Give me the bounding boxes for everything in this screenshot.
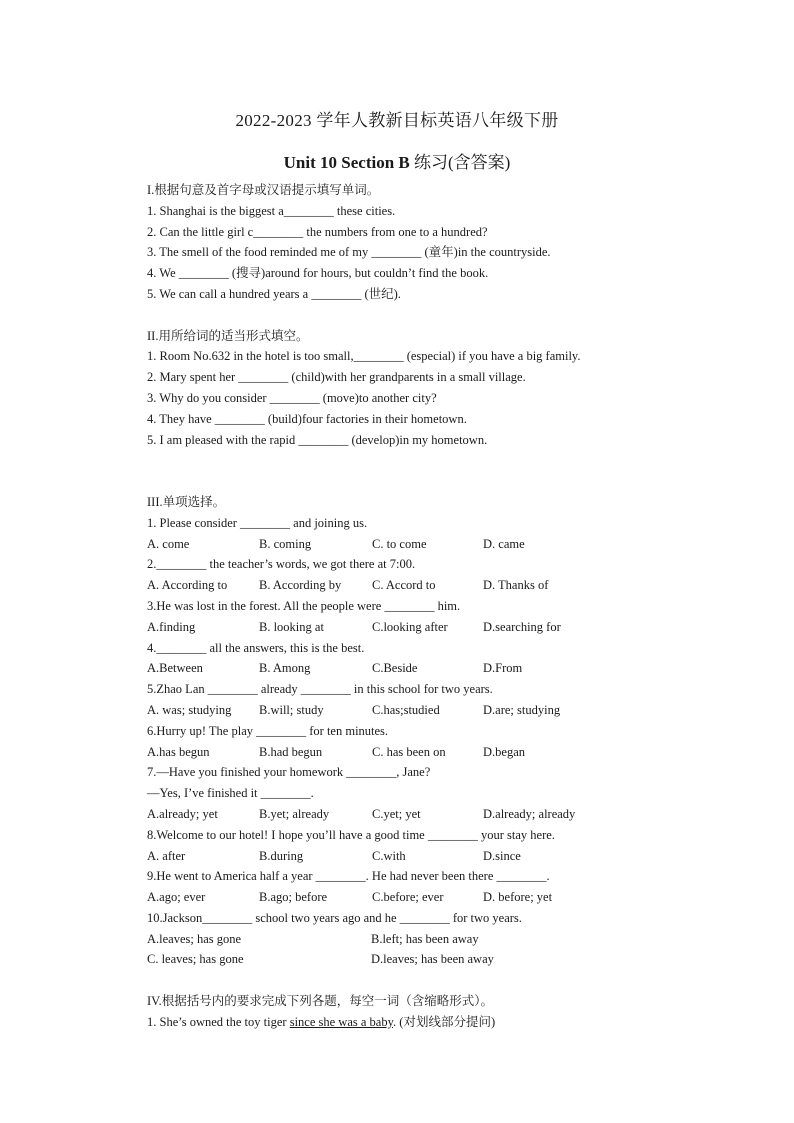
option-d: D.leaves; has been away (371, 952, 494, 967)
option-b: B.during (259, 848, 304, 863)
subtitle-unit: Unit 10 Section B (283, 153, 410, 172)
s1-item-2: 2. Can the little girl c________ the numbers from one to a hundred? (147, 224, 488, 239)
document-subtitle (0, 148, 794, 173)
option-d: D. before; yet (483, 890, 553, 905)
option-c: C.with (372, 848, 406, 863)
option-b: B. According by (259, 578, 342, 593)
option-a: A.already; yet (147, 806, 218, 821)
option-c: C.looking after (372, 619, 448, 634)
option-c: C.before; ever (372, 890, 444, 905)
option-a: A. was; studying (147, 702, 232, 717)
mc-options-8 (147, 846, 667, 867)
option-a: A.ago; ever (147, 890, 206, 905)
option-c: C. leaves; has gone (147, 952, 244, 967)
mc-question-2: 2.________ the teacher’s words, we got there at 7:00. (147, 557, 416, 572)
mc-question-1: 1. Please consider ________ and joining us. (147, 515, 368, 530)
option-c: C. to come (372, 536, 427, 551)
section-gap (147, 450, 667, 471)
subtitle-exercise: 练习(含答案) (414, 153, 511, 172)
s4-item-1-prefix: 1. She’s owned the toy tiger (147, 1014, 290, 1029)
mc-options-5 (147, 700, 667, 721)
mc-question-10: 10.Jackson________ school two years ago and he ________ for two years. (147, 910, 522, 925)
mc-question-6: 6.Hurry up! The play ________ for ten minutes. (147, 723, 389, 738)
s2-item-2: 2. Mary spent her ________ (child)with her grandparents in a small village. (147, 370, 526, 385)
mc-question-4: 4.________ all the answers, this is the best. (147, 640, 365, 655)
option-b: B.left; has been away (371, 931, 479, 946)
option-a: A.has begun (147, 744, 210, 759)
option-a: A. According to (147, 578, 228, 593)
option-a: A.leaves; has gone (147, 931, 242, 946)
mc-question-7-reply: —Yes, I’ve finished it ________. (147, 786, 314, 801)
mc-options-2 (147, 575, 667, 596)
option-b: B. coming (259, 536, 312, 551)
mc-question-9: 9.He went to America half a year ________. He had never been there ________. (147, 869, 550, 884)
s4-item-1-suffix: . (对划线部分提问) (393, 1014, 496, 1029)
option-b: B.ago; before (259, 890, 328, 905)
mc-question-3: 3.He was lost in the forest. All the people were ________ him. (147, 598, 461, 613)
option-b: B.had begun (259, 744, 323, 759)
option-d: D. Thanks of (483, 578, 549, 593)
s4-item-1 (147, 1012, 667, 1033)
option-a: A.Between (147, 661, 203, 676)
mc-options-7 (147, 804, 667, 825)
option-c: C. has been on (372, 744, 446, 759)
section-3-heading: III.单项选择。 (147, 494, 226, 509)
section-gap (147, 970, 667, 991)
document-body (147, 180, 667, 1033)
mc-options-10-row1 (147, 929, 667, 950)
option-b: B.yet; already (259, 806, 330, 821)
s1-item-5: 5. We can call a hundred years a ________ (世纪). (147, 286, 401, 301)
s1-item-3: 3. The smell of the food reminded me of my ________ (童年)in the countryside. (147, 245, 551, 260)
option-c: C.yet; yet (372, 806, 421, 821)
option-c: C. Accord to (372, 578, 436, 593)
option-a: A.finding (147, 619, 196, 634)
option-d: D.since (483, 848, 521, 863)
s1-item-1: 1. Shanghai is the biggest a________ these cities. (147, 203, 396, 218)
option-d: D. came (483, 536, 525, 551)
section-1-heading: I.根据句意及首字母或汉语提示填写单词。 (147, 183, 380, 197)
s2-item-4: 4. They have ________ (build)four factories in their hometown. (147, 411, 467, 426)
option-b: B. looking at (259, 619, 324, 634)
option-c: C.has;studied (372, 702, 440, 717)
s1-item-4: 4. We ________ (搜寻)around for hours, but couldn’t find the book. (147, 266, 489, 281)
mc-options-6 (147, 742, 667, 763)
mc-options-1 (147, 534, 667, 555)
s2-item-1: 1. Room No.632 in the hotel is too small,________ (especial) if you have a big family. (147, 349, 581, 364)
mc-question-5: 5.Zhao Lan ________ already ________ in this school for two years. (147, 682, 493, 697)
mc-options-4 (147, 658, 667, 679)
s2-item-3: 3. Why do you consider ________ (move)to another city? (147, 390, 437, 405)
mc-options-10-row2 (147, 949, 667, 970)
mc-options-9 (147, 887, 667, 908)
underlined-phrase: since she was a baby (289, 1014, 394, 1029)
mc-question-7: 7.—Have you finished your homework ________, Jane? (147, 765, 431, 780)
option-b: B. Among (259, 661, 311, 676)
option-d: D.already; already (483, 806, 576, 821)
option-b: B.will; study (259, 702, 324, 717)
document-title: 2022-2023 学年人教新目标英语八年级下册 (235, 111, 559, 130)
s2-item-5: 5. I am pleased with the rapid ________ (develop)in my hometown. (147, 432, 488, 447)
mc-options-3 (147, 617, 667, 638)
section-4-heading: IV.根据括号内的要求完成下列各题，每空一词（含缩略形式）。 (147, 994, 493, 1009)
option-a: A. after (147, 848, 186, 863)
section-2-heading: II.用所给词的适当形式填空。 (147, 328, 309, 343)
option-d: D.From (483, 661, 523, 676)
section-gap (147, 305, 667, 326)
section-gap (147, 471, 667, 492)
option-d: D.searching for (483, 619, 561, 634)
option-c: C.Beside (372, 661, 418, 676)
mc-question-8: 8.Welcome to our hotel! I hope you’ll have a good time ________ your stay here. (147, 827, 555, 842)
option-d: D.began (483, 744, 525, 759)
option-a: A. come (147, 536, 190, 551)
option-d: D.are; studying (483, 702, 561, 717)
